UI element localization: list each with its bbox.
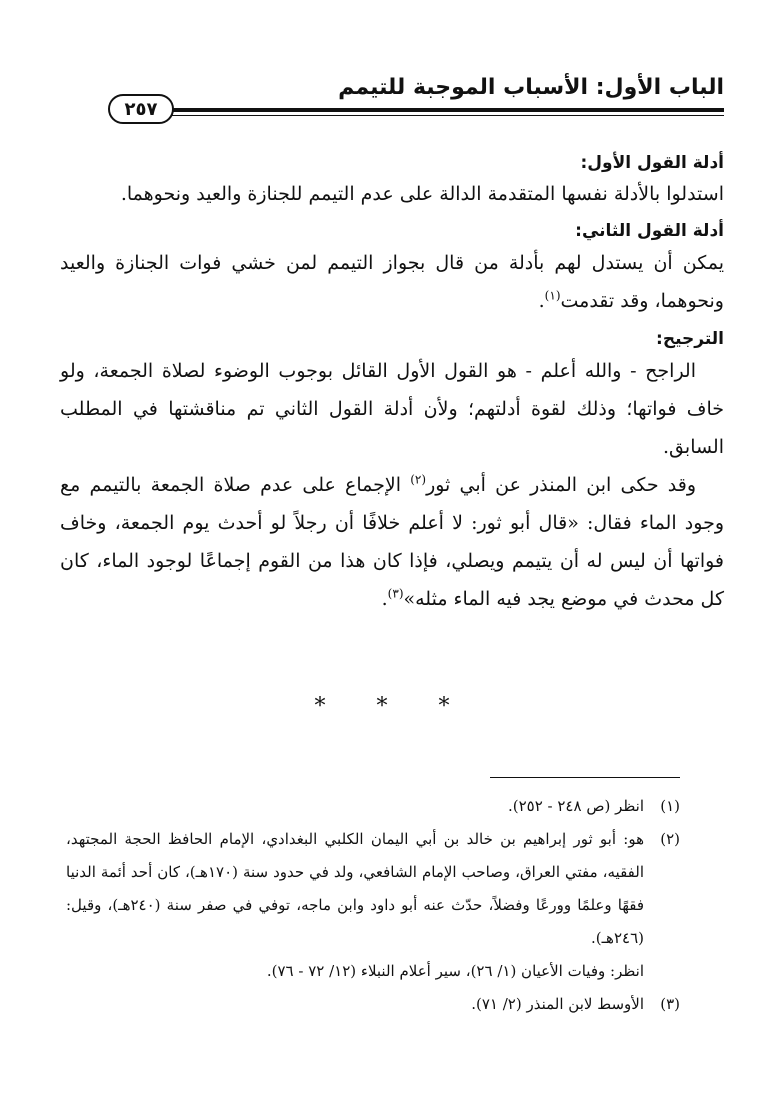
footnotes — [66, 790, 680, 1021]
footnote-number: (٣) — [660, 995, 680, 1013]
paragraph-first-evidence: استدلوا بالأدلة نفسها المتقدمة الدالة على عدم التيمم للجنازة والعيد ونحوهما. — [120, 183, 724, 205]
paragraph-second-text: يمكن أن يستدل لهم بأدلة من قال بجواز التيمم لمن خشي فوات الجنازة والعيد ونحوهما، وقد تقدمت — [60, 252, 724, 312]
heading-second-opinion-evidence: أدلة القول الثاني: — [575, 221, 724, 241]
footnote-item — [66, 823, 680, 955]
period: . — [381, 588, 388, 610]
heading-first-opinion-evidence: أدلة القول الأول: — [580, 153, 724, 173]
footnote-ref-2[interactable]: (٢) — [410, 472, 427, 487]
footnote-number: (٢) — [660, 830, 680, 848]
footnote-text: الأوسط لابن المنذر (٢/ ٧١). — [471, 995, 644, 1013]
footnote-item — [66, 790, 680, 823]
paragraph-preference: الراجح - والله أعلم - هو القول الأول القائل بوجوب الوضوء لصلاة الجمعة، ولو خاف فواتها؛ وذلك لقوة أدلتهم؛ ولأن أدلة القول الثاني تم مناقشتها في المطلب السابق. — [60, 360, 724, 458]
paragraph-second-evidence — [60, 244, 724, 320]
footnote-rule — [490, 777, 680, 778]
footnote-ref-3[interactable]: (٣) — [387, 586, 404, 601]
paragraph-ibn-mundhir-quote: الإجماع على عدم صلاة الجمعة بالتيمم مع وجود الماء فقال: «قال أبو ثور: لا أعلم خلافًا أن رجلاً لو أحدث يوم الجمعة، وخاف فواتها أن ليس له أن يتيمم ويصلي، فإذا كان هذا من القوم إجماعًا لوجود الماء، كان كل محدث في موضع يجد فيه الماء مثله» — [60, 474, 724, 610]
header-rule-thin — [168, 115, 724, 116]
chapter-title: الباب الأول: الأسباب الموجبة للتيمم — [338, 75, 724, 100]
main-text — [60, 150, 724, 618]
footnote-ref-1[interactable]: (١) — [544, 288, 561, 303]
paragraph-ibn-mundhir — [60, 466, 724, 618]
page-header — [108, 72, 724, 122]
heading-preference: الترجيح: — [656, 329, 724, 349]
footnote-text: هو: أبو ثور إبراهيم بن خالد بن أبي اليمان الكلبي البغدادي، الإمام الحافظ الحجة المجتهد، الفقيه، مفتي العراق، وصاحب الإمام الشافعي، ولد في حدود سنة (١٧٠هـ)، كان أحد أئمة الدنيا فقهًا وعلمًا وورعًا وفضلاً، حدّث عنه أبو داود وابن ماجه، توفي في صفر سنة (٢٤٠هـ)، وقيل: (٢٤٦هـ). — [66, 830, 644, 947]
footnote-continuation: انظر: وفيات الأعيان (١/ ٢٦)، سير أعلام النبلاء (١٢/ ٧٢ - ٧٦). — [266, 962, 644, 980]
footnote-number: (١) — [660, 797, 680, 815]
period: . — [538, 290, 545, 312]
paragraph-ibn-mundhir-start: وقد حكى ابن المنذر عن أبي ثور — [426, 474, 696, 496]
footnote-item — [66, 988, 680, 1021]
header-rule — [168, 108, 724, 112]
page-number: ٢٥٧ — [108, 94, 174, 124]
footnote-text: انظر (ص ٢٤٨ - ٢٥٢). — [507, 797, 644, 815]
section-separator: * * * — [314, 694, 472, 719]
